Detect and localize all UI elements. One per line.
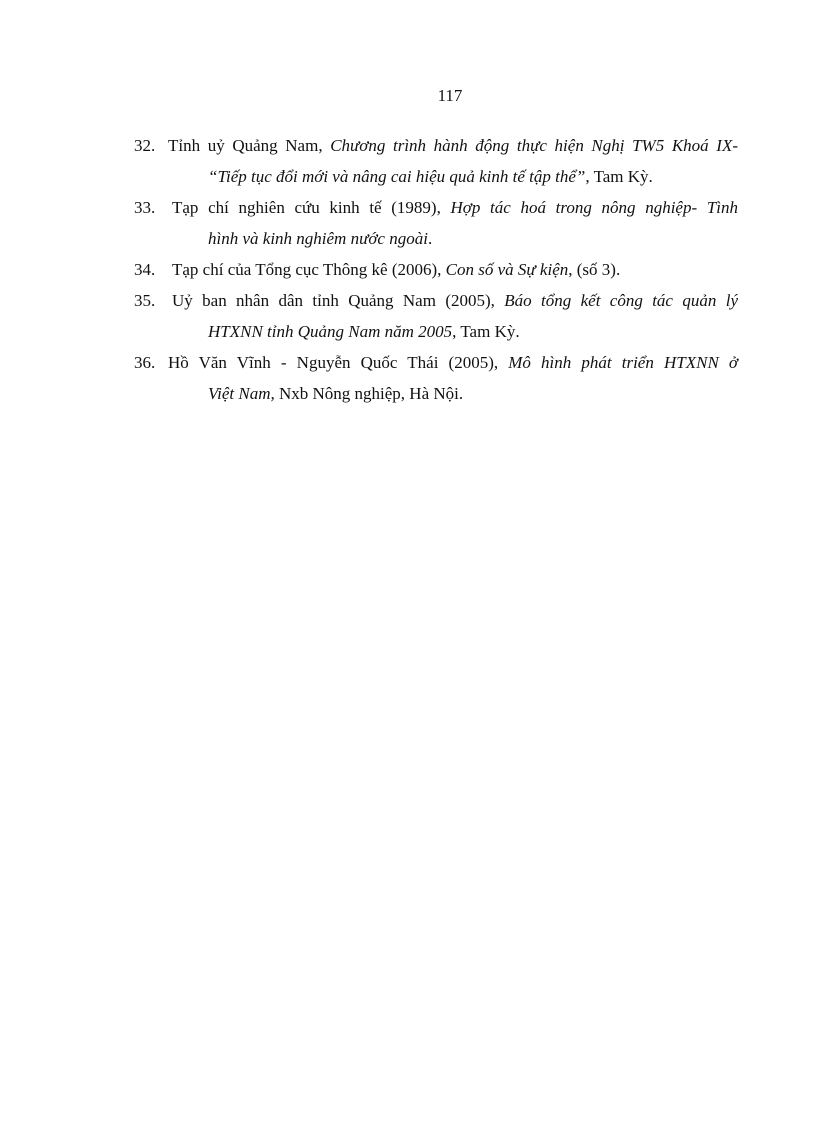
reference-line <box>134 254 738 285</box>
reference-publisher: . <box>427 229 433 248</box>
reference-number: 36. <box>134 353 156 372</box>
reference-title: Mô hình phát triển HTXNN ở <box>508 353 738 372</box>
reference-title: Hợp tác hoá trong nông nghiệp- Tình <box>450 198 738 217</box>
page-number: 117 <box>437 86 463 105</box>
reference-number: 32. <box>134 136 156 155</box>
reference-line <box>134 161 738 192</box>
reference-line <box>134 378 738 409</box>
reference-publisher: , (số 3). <box>568 260 621 279</box>
reference-author: Tỉnh uỷ Quảng Nam, <box>168 136 331 155</box>
reference-title: Con số và Sự kiện <box>445 260 569 279</box>
reference-item-33 <box>134 192 738 254</box>
reference-author: Tạp chí nghiên cứu kinh tế (1989), <box>172 198 451 217</box>
reference-item-34 <box>134 254 738 285</box>
reference-line <box>134 223 738 254</box>
reference-number: 34. <box>134 260 156 279</box>
reference-line <box>134 347 738 378</box>
reference-item-36 <box>134 347 738 409</box>
reference-title: “Tiếp tục đổi mới và nâng cai hiệu quả kinh tế tập thể” <box>208 167 586 186</box>
reference-publisher: , Tam Kỳ. <box>585 167 653 186</box>
reference-author: Uỷ ban nhân dân tỉnh Quảng Nam (2005), <box>172 291 505 310</box>
reference-line <box>134 285 738 316</box>
reference-title: Việt Nam, <box>208 384 275 403</box>
reference-publisher: , Tam Kỳ. <box>452 322 520 341</box>
reference-author: Tạp chí của Tổng cục Thông kê (2006), <box>172 260 446 279</box>
reference-list <box>134 130 738 409</box>
reference-item-35 <box>134 285 738 347</box>
reference-author: Hồ Văn Vĩnh - Nguyễn Quốc Thái (2005), <box>168 353 509 372</box>
reference-item-32 <box>134 130 738 192</box>
reference-line <box>134 316 738 347</box>
reference-title: Báo tổng kết công tác quản lý <box>504 291 738 310</box>
reference-title: Chương trình hành động thực hiện Nghị TW5 Khoá IX- <box>330 136 738 155</box>
reference-publisher: Nxb Nông nghiệp, Hà Nội. <box>274 384 464 403</box>
reference-title: hình và kinh nghiêm nước ngoài <box>208 229 428 248</box>
reference-number: 35. <box>134 291 156 310</box>
reference-title: HTXNN tỉnh Quảng Nam năm 2005 <box>208 322 453 341</box>
reference-number: 33. <box>134 198 156 217</box>
reference-line <box>134 192 738 223</box>
reference-line <box>134 130 738 161</box>
